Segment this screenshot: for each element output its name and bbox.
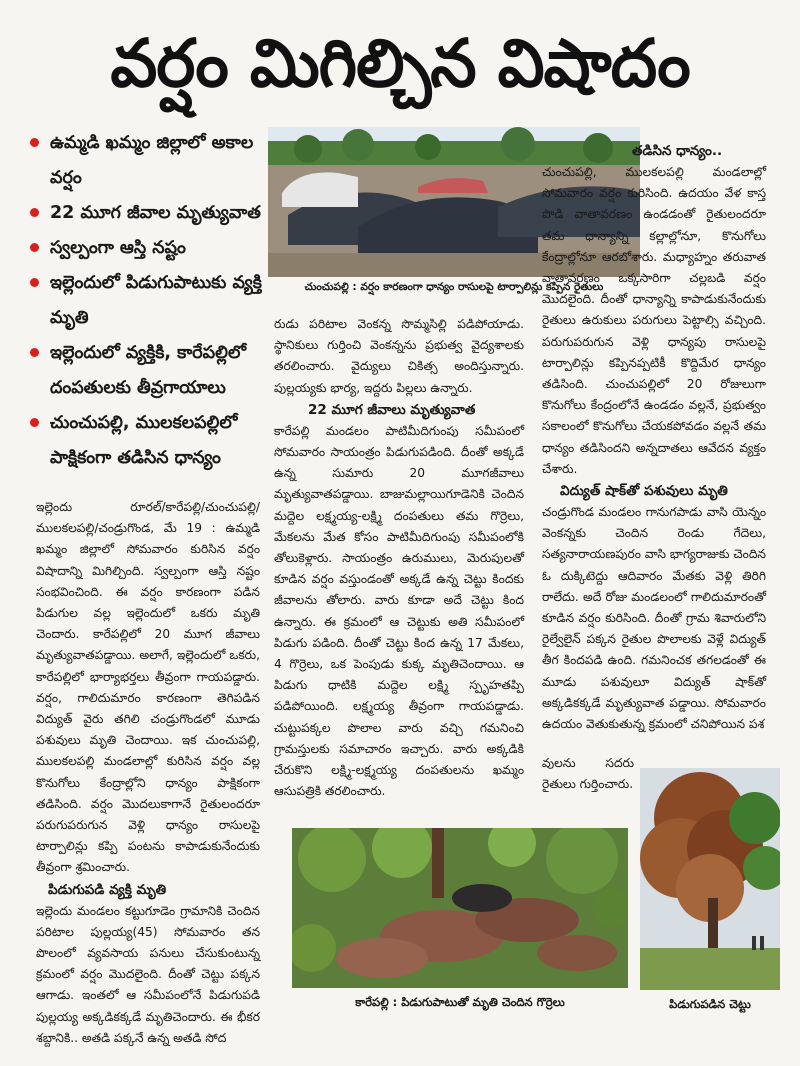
article-column-3-continued — [542, 753, 634, 795]
highlight-item: 22 మూగ జీవాల మృత్యువాత — [28, 196, 268, 231]
subheading-lightning-death: పిడుగుపడి వ్యక్తి మృతి — [48, 881, 167, 898]
article-column-3 — [542, 140, 766, 735]
subheading-animal-deaths: 22 మూగ జీవాలు మృత్యువాత — [308, 401, 476, 418]
struck-tree-photo — [640, 768, 780, 990]
highlights-list — [28, 126, 268, 476]
dead-sheep-photo — [292, 828, 628, 988]
highlight-item: స్వల్పంగా ఆస్తి నష్టం — [28, 231, 268, 266]
sheep-photo-caption: కారేపల్లి : పిడుగుపాటుతో మృతి చెందిన గొర్రెలు — [355, 995, 565, 1009]
struck-tree-image — [640, 768, 780, 990]
article-intro: ఇల్లెందు రూరల్/కారేపల్లి/చుంచుపల్లి/ములకలపల్లి/చండ్రుగొండ, మే 19 : ఉమ్మడి ఖమ్మం జిల్లాలో సోమవారం కురిసిన వర్షం విషాదాన్ని మిగిల్చింది. స్వల్పంగా ఆస్తి నష్టం సంభవించింది. ఈ వర్షం కారణంగా పడిన పిడుగుల వల్ల ఇల్లెందులో ఒకరు మృతి చెందారు. కారేపల్లిలో 20 మూగ జీవాలు మృత్యువాతపడ్డాయి. అలాగే, ఇల్లెందులో ఒకరు, కారేపల్లిలో భార్యాభర్తలు తీవ్రంగా గాయపడ్డారు. వర్షం, గాలిదుమారం కారణంగా తెగిపడిన విద్యుత్ వైరు తగిలి చండ్రుగొండలో మూడు పశువులు మృతి చెందాయి. ఇక చుంచుపల్లి, ములకలపల్లి మండలాల్లో కురిసిన వర్షం వల్ల కొనుగోలు కేంద్రాల్లోని ధాన్యం పాక్షికంగా తడిసింది. వర్షం మొదలుకాగానే రైతులందరూ పరుగుపరుగున వెళ్లి ధాన్యం రాసులపై టార్పాలిన్లు కప్పి పంటను కాపాడుకునేందుకు తీవ్రంగా శ్రమించారు. — [36, 500, 260, 875]
highlight-item: ఇల్లెందులో పిడుగుపాటుకు వ్యక్తి మృతి — [28, 266, 268, 336]
highlight-item: ఉమ్మడి ఖమ్మం జిల్లాలో అకాల వర్షం — [28, 126, 268, 196]
dead-sheep-image — [292, 828, 628, 988]
headline: వర్షం మిగిల్చిన విషాదం — [110, 25, 690, 102]
subheading-electric-shock: విద్యుత్ షాక్‌తో పశువులు మృతి — [560, 483, 728, 500]
grain-photo-caption: చుంచుపల్లి : వర్షం కారణంగా ధాన్యం రాసులపై టార్పాలిన్లు కప్పిన రైతులు — [304, 281, 604, 293]
article-paragraph: కారేపల్లి మండలం పాటిమీదిగుంపు సమీపంలో సోమవారం సాయంత్రం పిడుగుపడింది. దీంతో అక్కడే ఉన్న సుమారు 20 మూగజీవాలు మృత్యువాతపడ్డాయి. బాజుమల్లాయిగూడెనికి చెందిన మద్దెల లక్ష్మయ్య-లక్ష్మి దంపతులు తమ గొర్రెలు, మేకలను మేత కోసం పాటిమీదిగుంపు సమీపంలోకి తోలుకెళ్లారు. సాయంత్రం ఉరుములు, మెరుపులతో కూడిన వర్షం వస్తుండంతో అక్కడే ఉన్న చెట్టు కిందకు జీవాలను తోలారు. వారు కూడా అదే చెట్టు కింద ఉన్నారు. ఈ క్రమంలో ఆ చెట్టుకు అతి సమీపంలో పిడుగు పడింది. దీంతో చెట్టు కింద ఉన్న 17 మేకలు, 4 గొర్రెలు, ఒక పెంపుడు కుక్క మృతిచెందాయి. ఆ పిడుగు ధాటికి మద్దెల లక్ష్మి స్పృహతప్పి పడిపోయింది. లక్ష్మయ్య తీవ్రంగా గాయపడ్డాడు. చుట్టుపక్కల పొలాల వారు వచ్చి గమనించి గ్రామస్తులకు సమాచారం ఇచ్చారు. వారు అక్కడికి చేరుకొని లక్ష్మి-లక్ష్మయ్య దంపతులను ఖమ్మం ఆసుపత్రికి తరలించారు. — [274, 423, 524, 799]
article-paragraph: చుంచుపల్లి, ములకలపల్లి మండలాల్లో సోమవారం వర్షం కురిసింది. ఉదయం వేళ కాస్త పొడి వాతావరణం ఉండడంతో రైతులందరూ తమ ధాన్యాన్ని కల్లాల్లోనూ, కొనుగోలు కేంద్రాల్లోనూ ఆరబోశారు. మధ్యాహ్నం తరువాత వాతావరణం ఒక్కసారిగా చల్లబడి వర్షం మొదలైంది. దీంతో ధాన్యాన్ని కాపాడుకునేందుకు రైతులు ఉరుకులు పరుగులు పెట్టాల్సి వచ్చింది. పరుగుపరుగున వెళ్లి ధాన్యపు రాసులపై టార్పాలిన్లు కప్పినప్పటికీ కొద్దిమేర ధాన్యం తడిసింది. చుంచుపల్లిలో 20 రోజులుగా కొనుగోలు కేంద్రంలోనే ఉండడం వల్లనే, ప్రభుత్వం సకాలంలో కొనుగోలు చేయకపోవడం వల్లనే తమ ధాన్యం తడిసిందని అన్నదాతలు ఆవేదన వ్యక్తం చేశారు. — [542, 165, 766, 476]
article-column-1 — [36, 497, 260, 1049]
article-paragraph: ఇల్లెందు మండలం కట్టుగూడెం గ్రామానికి చెందిన పరిటాల పుల్లయ్య(45) సోమవారం తన పొలంలో వ్యవసాయ పనులు చేసుకుంటున్న క్రమంలో వర్షం మొదలైంది. దీంతో చెట్టు పక్కన ఆగాడు. ఇంతలో ఆ సమీపంలోనే పిడుగుపడి పుల్లయ్య అక్కడికక్కడే మృతిచెందారు. ఈ భీకర శబ్దానికి.. అతడి పక్కనే ఉన్న అతడి సోద — [36, 903, 260, 1045]
highlight-item: ఇల్లెందులో వ్యక్తికి, కారేపల్లిలో దంపతులకు తీవ్రగాయాలు — [28, 336, 268, 406]
article-paragraph: రుడు పరిటాల వెంకన్న సొమ్మసిల్లి పడిపోయాడు. స్థానికులు గుర్తించి వెంకన్నను ప్రభుత్వ వైద్యశాలకు తరలించారు. వైద్యులు చికిత్స అందిస్తున్నారు. పుల్లయ్యకు భార్య, ఇద్దరు పిల్లలు ఉన్నారు. — [274, 317, 524, 395]
article-paragraph: చండ్రుగొండ మండలం గానుగపాడు వాసి యెన్నం వెంకన్నకు చెందిన రెండు గేదెలు, సత్యనారాయణపురం వాసి భాగ్యరాజుకు చెందిన ఓ దుక్కిటెద్దు ఆదివారం మేతకు వెళ్లి తిరిగి రాలేదు. అదే రోజు మండలంలో గాలిదుమారంతో కూడిన వర్షం కురిసింది. దీంతో గ్రామ శివారులోని రైల్వేలైన్ పక్కన రైతుల పొలాలకు వెళ్లే విద్యుత్ తీగ కిందపడి ఉంది. గమనించక తగలడంతో ఈ మూడు పశువులూ విద్యుత్ షాక్‌తో అక్కడికక్కడే మృత్యువాత పడ్డాయి. సోమవారం ఉదయం వెతుకుతున్న క్రమంలో చనిపోయిన పశ — [542, 505, 766, 732]
subheading-wet-grain: తడిసిన ధాన్యం.. — [632, 143, 723, 159]
highlight-item: చుంచుపల్లి, ములకలపల్లిలో పాక్షికంగా తడిసిన ధాన్యం — [28, 406, 268, 476]
article-column-2 — [274, 314, 524, 802]
tree-photo-caption: పిడుగుపడిన చెట్టు — [669, 997, 751, 1011]
article-paragraph: వులను సదరు రైతులు గుర్తించారు. — [542, 756, 634, 792]
